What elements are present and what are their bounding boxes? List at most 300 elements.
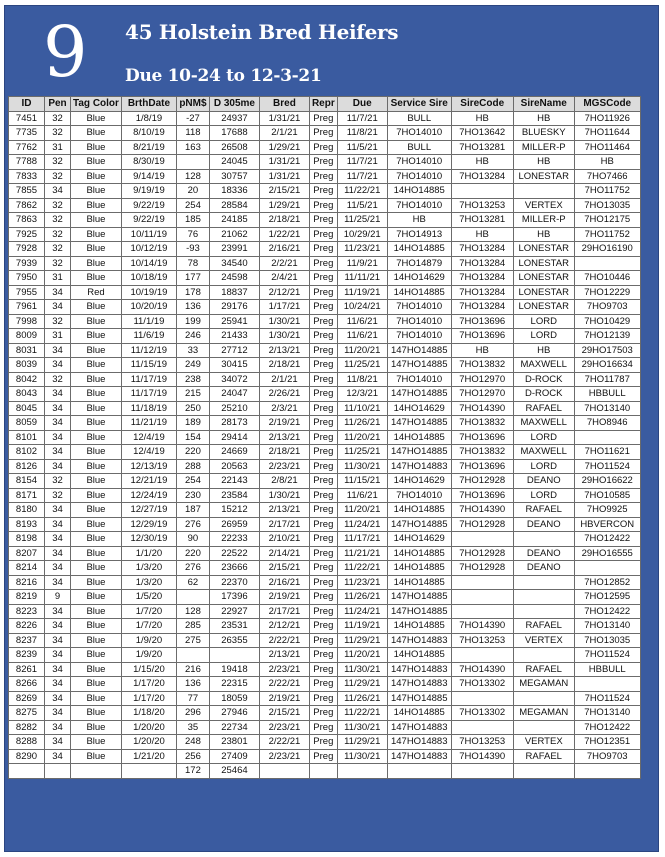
table-cell: Preg [309, 387, 337, 402]
table-cell: 1/9/20 [121, 648, 176, 663]
table-cell: 34 [45, 720, 71, 735]
table-cell: 296 [176, 706, 209, 721]
table-cell: HB [451, 111, 513, 126]
table-cell: 7HO13035 [574, 633, 640, 648]
table-cell: 1/17/20 [121, 691, 176, 706]
empty-cell [513, 764, 574, 779]
table-cell: 10/12/19 [121, 242, 176, 257]
table-cell: LONESTAR [513, 300, 574, 315]
table-cell: 8198 [9, 532, 45, 547]
table-cell: 17688 [209, 126, 259, 141]
table-cell: 7HO9703 [574, 300, 640, 315]
table-cell: 147HO14885 [387, 358, 451, 373]
table-cell: 78 [176, 256, 209, 271]
table-cell: 2/10/21 [259, 532, 309, 547]
table-cell: MAXWELL [513, 416, 574, 431]
table-cell: 7HO10446 [574, 271, 640, 286]
table-cell: 14HO14629 [387, 474, 451, 489]
table-cell: 9/22/19 [121, 198, 176, 213]
table-cell: RAFAEL [513, 503, 574, 518]
table-cell: 14HO14885 [387, 648, 451, 663]
table-cell: 136 [176, 677, 209, 692]
table-cell: 22734 [209, 720, 259, 735]
table-cell: 2/23/21 [259, 662, 309, 677]
table-cell: 32 [45, 227, 71, 242]
table-cell: 2/19/21 [259, 416, 309, 431]
table-cell: 10/14/19 [121, 256, 176, 271]
table-cell: 9/22/19 [121, 213, 176, 228]
table-cell: 8261 [9, 662, 45, 677]
lot-card [4, 5, 659, 852]
table-cell: Preg [309, 372, 337, 387]
table-cell: 2/22/21 [259, 735, 309, 750]
table-cell: 7HO12928 [451, 474, 513, 489]
table-cell: Blue [71, 648, 122, 663]
table-cell: 11/24/21 [337, 517, 387, 532]
table-row [9, 271, 641, 286]
table-cell: 34 [45, 648, 71, 663]
table-cell: 7950 [9, 271, 45, 286]
table-cell: 32 [45, 169, 71, 184]
table-cell: 147HO14883 [387, 677, 451, 692]
table-cell: 8101 [9, 430, 45, 445]
table-cell: 2/2/21 [259, 256, 309, 271]
table-cell: 34 [45, 184, 71, 199]
table-cell: 1/17/20 [121, 677, 176, 692]
table-cell: 1/3/20 [121, 561, 176, 576]
table-cell: 7HO11752 [574, 227, 640, 242]
table-row [9, 227, 641, 242]
lot-title: 45 Holstein Bred Heifers [125, 20, 399, 44]
table-cell: HB [513, 155, 574, 170]
table-cell: 7HO12970 [451, 372, 513, 387]
table-cell: HB [451, 227, 513, 242]
table-cell: 7HO14390 [451, 749, 513, 764]
table-row [9, 749, 641, 764]
table-cell: 7788 [9, 155, 45, 170]
table-cell: 7HO13284 [451, 242, 513, 257]
table-cell: 7HO13253 [451, 198, 513, 213]
table-cell: Blue [71, 111, 122, 126]
table-cell: 35 [176, 720, 209, 735]
table-cell: 11/17/19 [121, 372, 176, 387]
table-cell: 254 [176, 198, 209, 213]
table-cell: 11/7/21 [337, 169, 387, 184]
table-row [9, 706, 641, 721]
table-row [9, 459, 641, 474]
table-cell: 11/5/21 [337, 198, 387, 213]
table-row [9, 198, 641, 213]
column-header: ID [9, 97, 45, 112]
table-cell: Blue [71, 706, 122, 721]
table-cell: 11/26/21 [337, 691, 387, 706]
table-cell: 62 [176, 575, 209, 590]
table-cell: 12/29/19 [121, 517, 176, 532]
table-cell: 7HO14879 [387, 256, 451, 271]
table-cell: Blue [71, 358, 122, 373]
table-cell: LORD [513, 430, 574, 445]
table-cell: Preg [309, 459, 337, 474]
table-cell: LONESTAR [513, 169, 574, 184]
table-cell: 147HO14885 [387, 517, 451, 532]
table-cell: 7HO11524 [574, 459, 640, 474]
table-cell: 14HO14885 [387, 706, 451, 721]
table-cell: LONESTAR [513, 242, 574, 257]
table-cell: 10/11/19 [121, 227, 176, 242]
table-cell: 14HO14885 [387, 619, 451, 634]
table-cell: 2/17/21 [259, 604, 309, 619]
table-cell: HB [451, 155, 513, 170]
table-cell: 11/20/21 [337, 503, 387, 518]
empty-cell [9, 764, 45, 779]
table-cell: Blue [71, 372, 122, 387]
table-row [9, 416, 641, 431]
table-cell: 11/30/21 [337, 662, 387, 677]
table-cell: 34 [45, 604, 71, 619]
table-cell: HB [513, 227, 574, 242]
table-cell: Preg [309, 285, 337, 300]
table-cell: 7HO11787 [574, 372, 640, 387]
table-cell: 1/31/21 [259, 111, 309, 126]
table-cell: 32 [45, 488, 71, 503]
table-cell: 1/29/21 [259, 140, 309, 155]
table-cell: 11/12/19 [121, 343, 176, 358]
table-cell: Preg [309, 213, 337, 228]
table-cell: 32 [45, 372, 71, 387]
table-cell: 147HO14883 [387, 720, 451, 735]
table-row [9, 677, 641, 692]
table-cell: BULL [387, 140, 451, 155]
table-cell: 7HO13284 [451, 300, 513, 315]
table-cell: 7HO11644 [574, 126, 640, 141]
table-cell: 2/22/21 [259, 677, 309, 692]
table-cell: 2/16/21 [259, 242, 309, 257]
table-cell: 11/25/21 [337, 358, 387, 373]
table-row [9, 561, 641, 576]
table-cell: 21433 [209, 329, 259, 344]
table-cell: 8223 [9, 604, 45, 619]
table-row [9, 590, 641, 605]
table-cell: 11/21/21 [337, 546, 387, 561]
table-cell: 7961 [9, 300, 45, 315]
table-row [9, 111, 641, 126]
table-cell: 147HO14885 [387, 343, 451, 358]
table-cell: 7HO12422 [574, 532, 640, 547]
table-cell: Blue [71, 430, 122, 445]
table-cell: 34 [45, 517, 71, 532]
table-cell: 7HO13284 [451, 256, 513, 271]
table-cell: 26959 [209, 517, 259, 532]
table-cell: 10/19/19 [121, 285, 176, 300]
table-cell: 7998 [9, 314, 45, 329]
table-cell: 11/21/19 [121, 416, 176, 431]
table-cell: 7HO10585 [574, 488, 640, 503]
table-cell: 7HO11464 [574, 140, 640, 155]
table-cell: 22315 [209, 677, 259, 692]
heifer-table-wrap [8, 96, 663, 779]
table-cell: 11/1/19 [121, 314, 176, 329]
table-cell: Preg [309, 271, 337, 286]
table-cell: 7HO12595 [574, 590, 640, 605]
table-cell: Blue [71, 575, 122, 590]
table-cell: Blue [71, 662, 122, 677]
table-cell [451, 691, 513, 706]
table-cell: 2/3/21 [259, 401, 309, 416]
table-cell: 31 [45, 140, 71, 155]
table-cell: 8239 [9, 648, 45, 663]
table-cell: HB [387, 213, 451, 228]
table-cell: 32 [45, 213, 71, 228]
table-cell: 187 [176, 503, 209, 518]
table-cell: Preg [309, 546, 337, 561]
column-header: Service Sire [387, 97, 451, 112]
table-cell: Preg [309, 126, 337, 141]
table-row [9, 445, 641, 460]
table-cell: 23584 [209, 488, 259, 503]
table-row [9, 532, 641, 547]
table-cell: Blue [71, 459, 122, 474]
table-cell: 11/6/21 [337, 488, 387, 503]
table-cell: 7HO12422 [574, 720, 640, 735]
table-cell: 1/9/20 [121, 633, 176, 648]
table-cell: 216 [176, 662, 209, 677]
table-cell: 2/15/21 [259, 184, 309, 199]
table-cell: 1/30/21 [259, 488, 309, 503]
table-cell: 7HO13302 [451, 706, 513, 721]
table-cell [451, 648, 513, 663]
table-cell: 7HO14010 [387, 169, 451, 184]
table-cell: 147HO14885 [387, 590, 451, 605]
table-cell: Blue [71, 213, 122, 228]
table-row [9, 633, 641, 648]
table-cell: 147HO14885 [387, 604, 451, 619]
table-cell: 11/24/21 [337, 604, 387, 619]
table-cell: DEANO [513, 517, 574, 532]
table-cell [513, 532, 574, 547]
table-cell: 24045 [209, 155, 259, 170]
table-cell: 34 [45, 706, 71, 721]
table-cell: 34 [45, 387, 71, 402]
table-cell: 1/17/21 [259, 300, 309, 315]
table-cell: 7928 [9, 242, 45, 257]
table-cell: 11/18/19 [121, 401, 176, 416]
table-cell: 8/10/19 [121, 126, 176, 141]
table-cell: Preg [309, 575, 337, 590]
table-cell: 147HO14883 [387, 633, 451, 648]
table-row [9, 314, 641, 329]
table-cell: Preg [309, 677, 337, 692]
table-cell: 27946 [209, 706, 259, 721]
table-cell: 34 [45, 561, 71, 576]
table-cell: 25941 [209, 314, 259, 329]
table-cell: 11/23/21 [337, 242, 387, 257]
table-cell: Preg [309, 169, 337, 184]
table-cell: 2/13/21 [259, 430, 309, 445]
table-cell: 8045 [9, 401, 45, 416]
heifer-table [8, 96, 641, 779]
table-cell: 32 [45, 242, 71, 257]
table-cell: 14HO14885 [387, 285, 451, 300]
table-cell: RAFAEL [513, 401, 574, 416]
column-header: SireName [513, 97, 574, 112]
table-cell: 1/22/21 [259, 227, 309, 242]
table-cell [176, 590, 209, 605]
table-row [9, 300, 641, 315]
table-cell: Preg [309, 590, 337, 605]
table-cell: 8/21/19 [121, 140, 176, 155]
table-cell: 11/22/21 [337, 706, 387, 721]
table-cell [451, 575, 513, 590]
table-cell: 147HO14885 [387, 445, 451, 460]
table-cell: Blue [71, 445, 122, 460]
table-cell: 7HO14010 [387, 329, 451, 344]
table-row [9, 329, 641, 344]
empty-cell [45, 764, 71, 779]
table-cell: 2/12/21 [259, 285, 309, 300]
table-cell: 8180 [9, 503, 45, 518]
table-cell: 8290 [9, 749, 45, 764]
table-cell: RAFAEL [513, 662, 574, 677]
table-cell: 7HO12852 [574, 575, 640, 590]
table-cell: 29414 [209, 430, 259, 445]
table-cell: D-ROCK [513, 387, 574, 402]
table-cell: 12/27/19 [121, 503, 176, 518]
table-cell: 7HO11524 [574, 648, 640, 663]
table-cell: 8126 [9, 459, 45, 474]
empty-cell [309, 764, 337, 779]
table-cell: 26508 [209, 140, 259, 155]
table-cell: Preg [309, 329, 337, 344]
table-cell: 34 [45, 691, 71, 706]
table-cell: 34 [45, 459, 71, 474]
table-cell: 22522 [209, 546, 259, 561]
table-cell: MEGAMAN [513, 677, 574, 692]
table-cell: 11/6/21 [337, 314, 387, 329]
table-cell: 178 [176, 285, 209, 300]
table-cell: 1/21/20 [121, 749, 176, 764]
table-cell: 7HO14010 [387, 372, 451, 387]
table-cell: 9/19/19 [121, 184, 176, 199]
table-cell: Blue [71, 677, 122, 692]
table-cell: 2/15/21 [259, 706, 309, 721]
table-cell: 154 [176, 430, 209, 445]
table-cell: Preg [309, 111, 337, 126]
table-cell: Blue [71, 184, 122, 199]
table-cell: 248 [176, 735, 209, 750]
table-cell: 8154 [9, 474, 45, 489]
table-cell: 27409 [209, 749, 259, 764]
table-cell: 14HO14885 [387, 242, 451, 257]
table-cell: 7HO13281 [451, 140, 513, 155]
table-cell: 11/19/21 [337, 619, 387, 634]
table-cell: Blue [71, 488, 122, 503]
table-cell: 11/7/21 [337, 155, 387, 170]
table-cell: 1/3/20 [121, 575, 176, 590]
table-cell: 11/11/21 [337, 271, 387, 286]
table-cell: 12/4/19 [121, 445, 176, 460]
table-cell: 8039 [9, 358, 45, 373]
table-cell: MAXWELL [513, 445, 574, 460]
table-cell: 31 [45, 329, 71, 344]
table-cell: 2/18/21 [259, 445, 309, 460]
table-cell: MILLER-P [513, 213, 574, 228]
table-cell: Preg [309, 343, 337, 358]
table-cell: Blue [71, 300, 122, 315]
column-header: D 305me [209, 97, 259, 112]
table-cell: 7HO14010 [387, 155, 451, 170]
table-cell: 2/12/21 [259, 619, 309, 634]
table-cell: Preg [309, 184, 337, 199]
table-cell: 90 [176, 532, 209, 547]
table-cell: Blue [71, 735, 122, 750]
table-cell: 11/30/21 [337, 459, 387, 474]
table-cell: 220 [176, 445, 209, 460]
table-cell: 147HO14883 [387, 459, 451, 474]
table-cell: LORD [513, 488, 574, 503]
table-cell: 11/26/21 [337, 590, 387, 605]
table-cell: 246 [176, 329, 209, 344]
table-cell: Preg [309, 648, 337, 663]
table-cell: D-ROCK [513, 372, 574, 387]
table-cell: Blue [71, 532, 122, 547]
table-cell: 23801 [209, 735, 259, 750]
table-cell: -93 [176, 242, 209, 257]
table-cell: Preg [309, 532, 337, 547]
table-cell: 12/24/19 [121, 488, 176, 503]
table-cell: 7855 [9, 184, 45, 199]
table-cell: Blue [71, 474, 122, 489]
table-cell: Preg [309, 300, 337, 315]
table-cell: 2/19/21 [259, 691, 309, 706]
table-cell [513, 720, 574, 735]
table-cell: 7HO14010 [387, 314, 451, 329]
table-cell: 32 [45, 198, 71, 213]
table-cell: 34540 [209, 256, 259, 271]
table-row [9, 256, 641, 271]
table-cell: 34 [45, 546, 71, 561]
table-cell: 22233 [209, 532, 259, 547]
table-cell: Blue [71, 242, 122, 257]
averages-row [9, 764, 641, 779]
table-cell: -27 [176, 111, 209, 126]
table-row [9, 619, 641, 634]
table-cell: HBBULL [574, 387, 640, 402]
table-row [9, 140, 641, 155]
table-row [9, 691, 641, 706]
table-cell: 11/9/21 [337, 256, 387, 271]
table-cell: Preg [309, 140, 337, 155]
table-cell: 14HO14885 [387, 546, 451, 561]
table-cell: 12/13/19 [121, 459, 176, 474]
table-cell: Preg [309, 227, 337, 242]
table-cell [451, 184, 513, 199]
table-cell: 2/23/21 [259, 459, 309, 474]
table-cell: Preg [309, 691, 337, 706]
table-cell: 7HO13284 [451, 169, 513, 184]
table-cell: 7735 [9, 126, 45, 141]
table-cell: 32 [45, 256, 71, 271]
table-row [9, 662, 641, 677]
table-cell: Preg [309, 155, 337, 170]
column-header: Tag Color [71, 97, 122, 112]
table-cell: 11/15/19 [121, 358, 176, 373]
table-cell: Blue [71, 546, 122, 561]
table-cell: 11/26/21 [337, 416, 387, 431]
table-cell: 32 [45, 314, 71, 329]
table-cell: 8282 [9, 720, 45, 735]
table-cell: 33 [176, 343, 209, 358]
table-cell: 11/25/21 [337, 213, 387, 228]
